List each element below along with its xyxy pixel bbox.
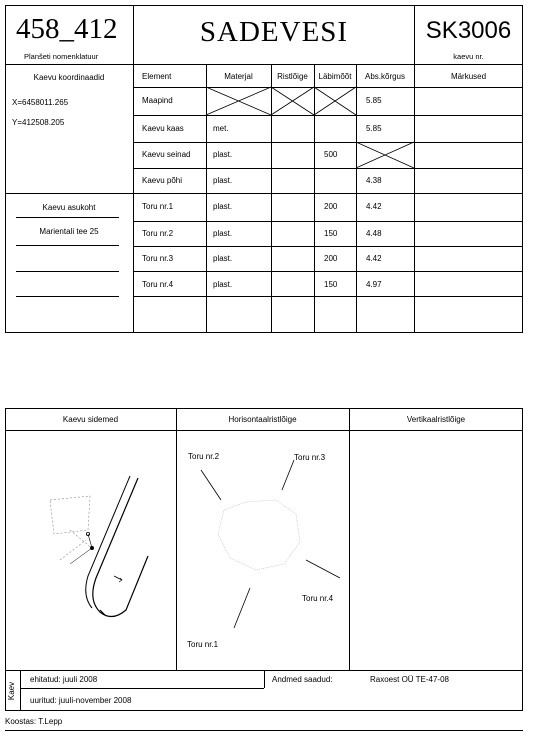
table-cell: 4.97	[366, 280, 382, 289]
table-cell: 200	[324, 202, 338, 211]
table-cell: 200	[324, 254, 338, 263]
sheet-caption: Planšeti nomenklatuur	[24, 52, 99, 61]
pipe-label-2: Toru nr.2	[188, 452, 220, 461]
footer-mid-divider	[264, 670, 265, 688]
compiled-by: Koostas: T.Lepp	[5, 717, 63, 726]
table-cell: plast.	[213, 254, 233, 263]
pipe-label-4: Toru nr.4	[302, 594, 334, 603]
table-cell: met.	[213, 124, 229, 133]
coords-heading: Kaevu koordinaadid	[33, 73, 105, 82]
well-caption: kaevu nr.	[453, 52, 484, 61]
sheet-number: 458_412	[16, 13, 118, 45]
table-cell: Kaevu kaas	[142, 124, 184, 133]
lower-col-divider	[349, 408, 350, 670]
location-heading: Kaevu asukoht	[42, 203, 96, 212]
table-cell: 4.48	[366, 229, 382, 238]
col-header-material: Materjal	[224, 72, 253, 81]
table-cell: Maapind	[142, 96, 173, 105]
bottom-rule	[5, 730, 523, 731]
col-title-connections: Kaevu sidemed	[62, 415, 119, 424]
table-cell: 5.85	[366, 96, 382, 105]
table-cell: plast.	[213, 150, 233, 159]
built-date: ehitatud: juuli 2008	[30, 675, 98, 684]
col-header-cross-section: Ristlõige	[277, 72, 308, 81]
col-header-elevation: Abs.kõrgus	[364, 72, 406, 81]
col-header-remarks: Märkused	[450, 72, 487, 81]
page-title: SADEVESI	[199, 16, 349, 48]
side-label: Kaev	[7, 681, 16, 701]
table-cell: Kaevu seinad	[142, 150, 191, 159]
col-title-vertical: Vertikaalristlõige	[406, 415, 466, 424]
well-id: SK3006	[425, 17, 512, 44]
table-cell: 4.42	[366, 254, 382, 263]
site-sketch	[30, 460, 170, 640]
address: Marientali tee 25	[39, 227, 99, 236]
table-cell: plast.	[213, 176, 233, 185]
table-cell: 150	[324, 280, 338, 289]
col-header-element: Element	[142, 72, 172, 81]
col-title-horizontal: Horisontaalristlõige	[228, 415, 297, 424]
y-coordinate: Y=412508.205	[12, 118, 65, 127]
table-cell: plast.	[213, 280, 233, 289]
table-cell: Kaevu põhi	[142, 176, 183, 185]
pipe-label-1: Toru nr.1	[187, 640, 219, 649]
table-cell: plast.	[213, 202, 233, 211]
x-coordinate: X=6458011.265	[12, 98, 69, 107]
col-header-diameter: Läbimõõt	[318, 72, 352, 81]
table-cell: 5.85	[366, 124, 382, 133]
data-source-value: Raxoest OÜ TE-47-08	[370, 675, 449, 684]
horizontal-section-sketch	[176, 430, 349, 670]
crossed-cells	[0, 0, 535, 340]
survey-date: uuritud: juuli-november 2008	[30, 696, 132, 705]
table-cell: plast.	[213, 229, 233, 238]
table-cell: Toru nr.2	[142, 229, 174, 238]
table-cell: 500	[324, 150, 338, 159]
table-cell: 150	[324, 229, 338, 238]
table-cell: 4.38	[366, 176, 382, 185]
data-source-label: Andmed saadud:	[272, 675, 333, 684]
footer-side-divider	[20, 670, 21, 711]
pipe-label-3: Toru nr.3	[294, 453, 326, 462]
table-cell: Toru nr.1	[142, 202, 174, 211]
table-cell: Toru nr.4	[142, 280, 174, 289]
footer-row-divider	[20, 688, 264, 689]
table-cell: Toru nr.3	[142, 254, 174, 263]
table-cell: 4.42	[366, 202, 382, 211]
